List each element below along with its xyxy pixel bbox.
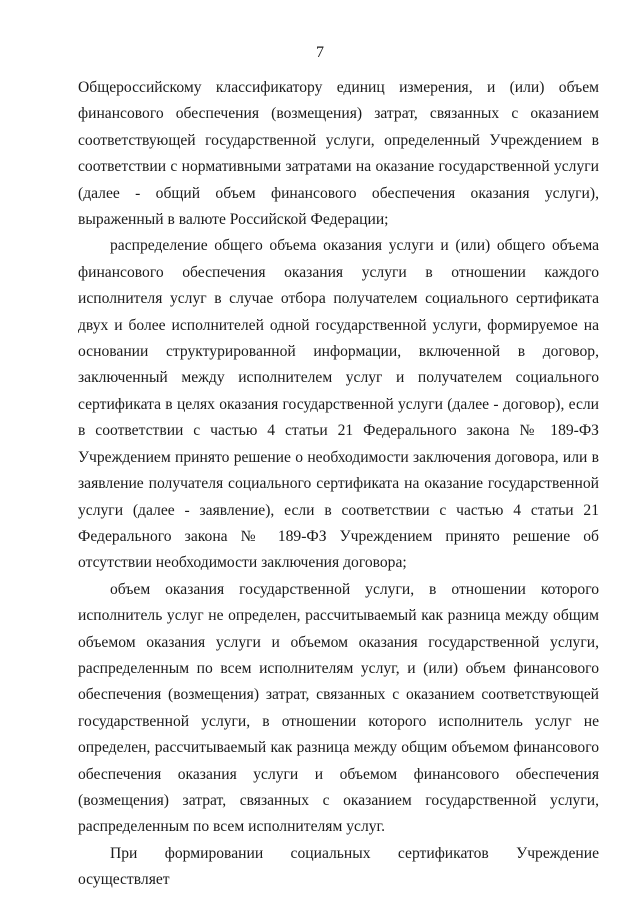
document-body bbox=[78, 75, 599, 894]
paragraph-distribution: распределение общего объема оказания услуги и (или) общего объема финансового обеспечения оказания услуги в отношении каждого исполнителя услуг в случае отбора получателем социального сертификата двух и более исполнителей одной государственной услуги, формируемое на основании структурированной информации, включенной в договор, заключенный между исполнителем услуг и получателем социального сертификата в целях оказания государственной услуги (далее - договор), если в соответствии с частью 4 статьи 21 Федерального закона № 189-ФЗ Учреждением принято решение о необходимости заключения договора, или в заявление получателя социального сертификата на оказание государственной услуги (далее - заявление), если в соответствии с частью 4 статьи 21 Федерального закона № 189-ФЗ Учреждением принято решение об отсутствии необходимости заключения договора; bbox=[78, 237, 599, 572]
page-number: 7 bbox=[316, 44, 324, 61]
paragraph-undetermined-volume: объем оказания государственной услуги, в отношении которого исполнитель услуг не определен, рассчитываемый как разница между общим объемом оказания услуги и объемом оказания государственной услуги, распределенным по всем исполнителям услуг, и (или) объем финансового обеспечения (возмещения) затрат, связанных с оказанием соответствующей государственной услуги, в отношении которого исполнитель услуг не определен, рассчитываемый как разница между общим объемом финансового обеспечения оказания услуги и объемом финансового обеспечения (возмещения) затрат, связанных с оказанием государственной услуги, распределенным по всем исполнителям услуг. bbox=[78, 580, 599, 836]
paragraph-continuation: Общероссийскому классификатору единиц измерения, и (или) объем финансового обеспечения (возмещения) затрат, связанных с оказанием соответствующей государственной услуги, определенный Учреждением в соответствии с нормативными затратами на оказание государственной услуги (далее - общий объем финансового обеспечения оказания услуги), выраженный в валюте Российской Федерации; bbox=[78, 79, 599, 229]
paragraph-formation: При формировании социальных сертификатов Учреждение осуществляет bbox=[78, 844, 599, 889]
